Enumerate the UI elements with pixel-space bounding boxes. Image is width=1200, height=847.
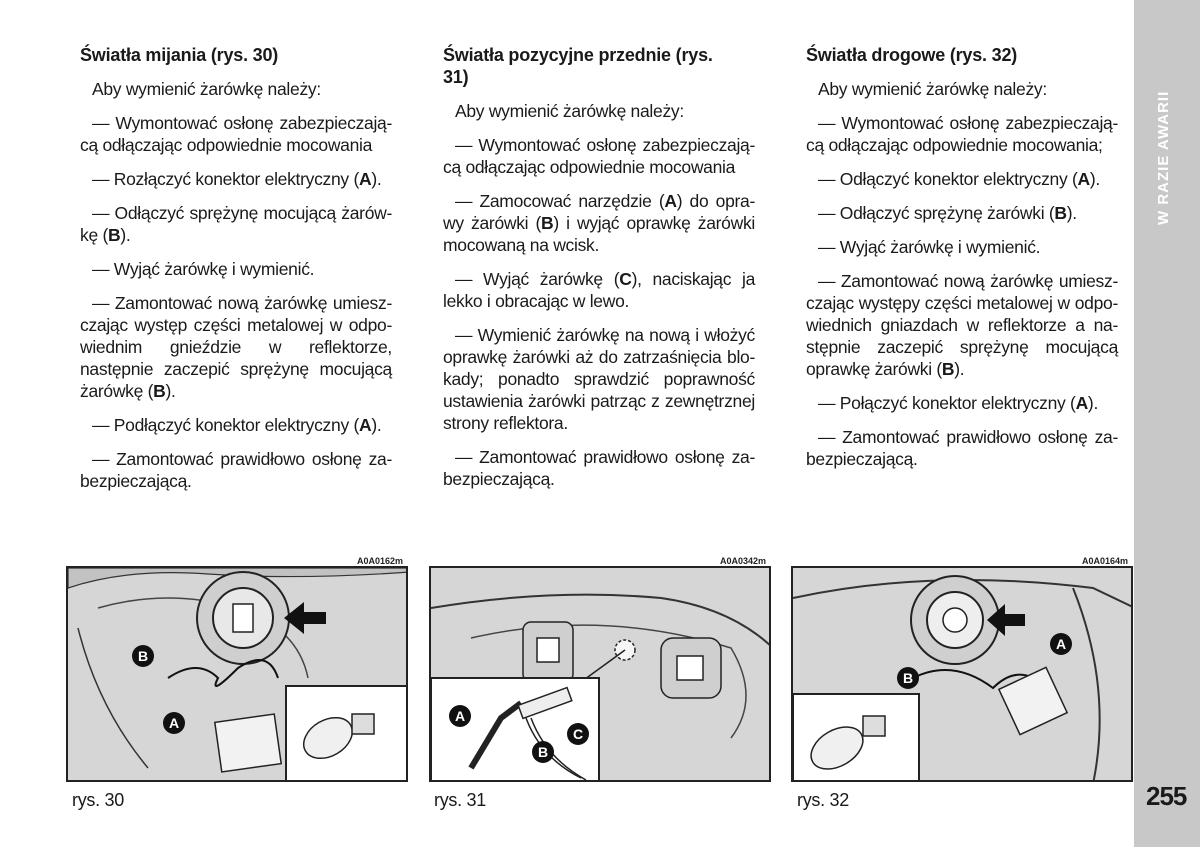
- paragraph: — Zamontować nową żarówkę umiesz-czając występ części metalowej w odpo-wiednim gnieździe w reflektorze, następnie zaczepić sprężynę mocującą żarówkę (B).: [80, 293, 392, 401]
- headlamp-illustration: [68, 568, 408, 782]
- paragraph: — Podłączyć konektor elektryczny (A).: [92, 415, 382, 435]
- paragraph: — Zamontować prawidłowo osłonę za-bezpieczającą.: [443, 447, 755, 489]
- paragraph: — Wymontować osłonę zabezpieczają-cą odłączając odpowiednie mocowania: [80, 113, 392, 155]
- paragraph: Aby wymienić żarówkę należy:: [455, 101, 684, 121]
- paragraph: — Zamontować prawidłowo osłonę za-bezpieczającą.: [80, 449, 392, 491]
- label-c: [567, 723, 589, 745]
- figure-caption: rys. 30: [72, 790, 124, 810]
- svg-text:A: A: [454, 708, 466, 724]
- section-title: Światła pozycyjne przednie (rys. 31): [443, 45, 713, 87]
- label-b: [897, 667, 919, 689]
- column-position-lights: [443, 44, 755, 502]
- paragraph: Aby wymienić żarówkę należy:: [92, 79, 321, 99]
- headlamp-illustration: [793, 568, 1133, 782]
- paragraph: — Połączyć konektor elektryczny (A).: [818, 393, 1098, 413]
- part-reference: B: [941, 359, 955, 379]
- figure-caption: rys. 32: [797, 790, 849, 810]
- paragraph: — Zamocować narzędzie (A) do opra-wy żarówki (B) i wyjąć oprawkę żarówki mocowaną na wcisk.: [443, 191, 756, 255]
- figure-code: A0A0164m: [1082, 556, 1129, 566]
- paragraph: — Wymontować osłonę zabezpieczają-cą odłączając odpowiednie mocowania: [443, 135, 755, 177]
- svg-text:B: B: [902, 670, 914, 686]
- section-title: Światła drogowe (rys. 32): [806, 45, 1018, 65]
- part-reference: A: [358, 415, 372, 435]
- figure-code: A0A0162m: [357, 556, 404, 566]
- section-label: W RAZIE AWARII: [1155, 90, 1172, 225]
- paragraph: — Wyjąć żarówkę (C), naciskając ja lekko i obracając w lewo.: [443, 269, 756, 311]
- figure-code: A0A0342m: [720, 556, 767, 566]
- part-reference: A: [664, 191, 677, 211]
- svg-text:C: C: [572, 726, 584, 742]
- paragraph: — Wymontować osłonę zabezpieczają-cą odłączając odpowiednie mocowania;: [806, 113, 1118, 155]
- paragraph: — Rozłączyć konektor elektryczny (A).: [92, 169, 382, 189]
- svg-text:A: A: [1055, 636, 1067, 652]
- paragraph: — Wymienić żarówkę na nową i włożyć oprawkę żarówki aż do zatrzaśnięcia blo-kady; ponadto sprawdzić poprawność ustawienia żarówki patrząc z zewnętrznej strony reflektora.: [443, 325, 755, 433]
- page-number: 255: [1146, 781, 1187, 811]
- part-reference: B: [1054, 203, 1067, 223]
- paragraph: — Wyjąć żarówkę i wymienić.: [92, 259, 315, 279]
- column-low-beam: [80, 44, 392, 504]
- paragraph: Aby wymienić żarówkę należy:: [818, 79, 1047, 99]
- label-a: [163, 712, 185, 734]
- paragraph: — Odłączyć sprężynę mocującą żarów-kę (B).: [80, 203, 392, 245]
- label-b: [532, 741, 554, 763]
- svg-text:A: A: [168, 715, 180, 731]
- part-reference: A: [358, 169, 372, 189]
- headlamp-rear-illustration: [431, 568, 771, 782]
- column-high-beam: [806, 44, 1118, 482]
- part-reference: A: [1077, 169, 1090, 189]
- paragraph: — Zamontować nową żarówkę umiesz-czając występy części metalowej w odpo-wiednich gniazdach w reflektorze a na-stępnie zaczepić sprężynę mocującą oprawkę żarówki (B).: [806, 271, 1118, 379]
- paragraph: — Wyjąć żarówkę i wymienić.: [818, 237, 1041, 257]
- part-reference: B: [107, 225, 121, 245]
- part-reference: A: [1075, 393, 1088, 413]
- label-a: [449, 705, 471, 727]
- part-reference: B: [541, 213, 554, 233]
- label-a: [1050, 633, 1072, 655]
- figure-high-beam: [791, 566, 1133, 782]
- svg-text:B: B: [537, 744, 549, 760]
- paragraph: — Odłączyć sprężynę żarówki (B).: [818, 203, 1077, 223]
- part-reference: C: [619, 269, 632, 289]
- figure-position-lights: [429, 566, 771, 782]
- section-title: Światła mijania (rys. 30): [80, 45, 279, 65]
- label-b: [132, 645, 154, 667]
- paragraph: — Odłączyć konektor elektryczny (A).: [818, 169, 1100, 189]
- figure-low-beam: [66, 566, 408, 782]
- figure-caption: rys. 31: [434, 790, 486, 810]
- part-reference: B: [153, 381, 166, 401]
- paragraph: — Zamontować prawidłowo osłonę za-bezpieczającą.: [806, 427, 1118, 469]
- svg-text:B: B: [137, 648, 149, 664]
